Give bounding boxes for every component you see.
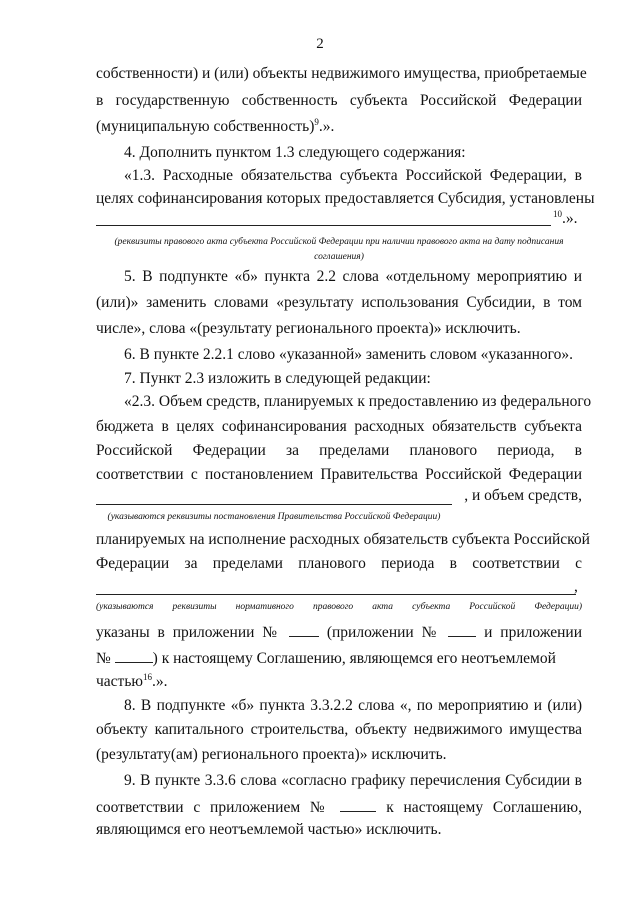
text-fragment: ) к настоящему Соглашению, являющемся его неотъемлемой	[152, 650, 556, 667]
footnote-ref: 10	[553, 208, 562, 219]
text-line: ,	[574, 578, 578, 595]
text-line: Федерации за пределами планового периода в соответствии с	[96, 555, 582, 572]
text-line: Российской Федерации за пределами планового периода, в	[96, 442, 582, 459]
text-line: 9. В пункте 3.3.6 слова «согласно графику перечисления Субсидии в	[124, 772, 582, 789]
text-fragment: .».	[151, 673, 168, 690]
text-line: собственности) и (или) объекты недвижимого имущества, приобретаемые	[96, 65, 587, 82]
text-line: соответствии с постановлением Правительства Российской Федерации	[96, 466, 582, 483]
page-number: 2	[316, 36, 324, 52]
text-line: планируемых на исполнение расходных обязательств субъекта Российской	[96, 531, 590, 548]
text-line	[96, 797, 582, 817]
text-line	[96, 648, 582, 668]
number-blank	[340, 797, 376, 812]
text-line: (или)» заменить словами «результату использования Субсидии, в том	[96, 294, 582, 311]
text-fragment: частью	[96, 673, 143, 690]
text-fragment: и приложении	[484, 624, 582, 641]
fill-in-line	[96, 225, 551, 226]
text-fragment: соответствии с приложением №	[96, 799, 331, 816]
text-fragment: (муниципальную собственность)	[96, 118, 315, 135]
text-fragment: №	[96, 650, 111, 667]
fill-in-line	[96, 594, 576, 595]
text-line: 5. В подпункте «б» пункта 2.2 слова «отдельному мероприятию и	[124, 268, 582, 285]
text-fragment: .».	[562, 210, 578, 227]
text-line: 6. В пункте 2.2.1 слово «указанной» заменить словом «указанного».	[124, 346, 574, 363]
text-line: в государственную собственность субъекта Российской Федерации	[96, 92, 582, 109]
text-line: бюджета в целях софинансирования расходных обязательств субъекта	[96, 418, 582, 435]
text-fragment: (приложении №	[326, 624, 441, 641]
text-line	[96, 118, 582, 136]
number-blank	[448, 622, 476, 637]
fill-in-line	[96, 504, 452, 505]
text-fragment: .».	[318, 118, 335, 135]
field-caption: соглашения)	[314, 252, 364, 262]
text-line: , и объем средств,	[464, 487, 582, 504]
text-line: являющимся его неотъемлемой частью» исключить.	[96, 821, 442, 838]
footnote-ref: 16	[142, 671, 152, 682]
number-blank	[289, 622, 319, 637]
number-blank	[115, 648, 153, 663]
text-line: 4. Дополнить пунктом 1.3 следующего содержания:	[124, 144, 466, 161]
text-line: целях софинансирования которых предоставляется Субсидия, установлены	[96, 190, 595, 207]
text-line	[96, 622, 582, 642]
text-fragment: к настоящему Соглашению,	[386, 799, 583, 816]
text-line	[96, 673, 582, 691]
text-line: (результату(ам) регионального проекта)» исключить.	[96, 746, 447, 763]
text-line: «2.3. Объем средств, планируемых к предоставлению из федерального	[124, 393, 592, 410]
footnote-ref: 9	[314, 116, 319, 127]
text-line	[553, 210, 593, 228]
text-line: «1.3. Расходные обязательства субъекта Российской Федерации, в	[124, 167, 582, 184]
field-caption: (указываются реквизиты постановления Правительства Российской Федерации)	[107, 512, 441, 522]
text-line: 8. В подпункте «б» пункта 3.3.2.2 слова «, по мероприятию и (или)	[124, 697, 582, 714]
text-line: объекту капитального строительства, объекту недвижимого имущества	[96, 721, 582, 738]
field-caption: (указываются реквизиты нормативного правового акта субъекта Российской Федерации)	[96, 602, 582, 612]
text-fragment: указаны в приложении №	[96, 624, 282, 641]
field-caption: (реквизиты правового акта субъекта Российской Федерации при наличии правового акта на дату подписания	[114, 237, 564, 247]
text-line: 7. Пункт 2.3 изложить в следующей редакции:	[124, 370, 431, 387]
text-line: числе», слова «(результату регионального проекта)» исключить.	[96, 320, 521, 337]
